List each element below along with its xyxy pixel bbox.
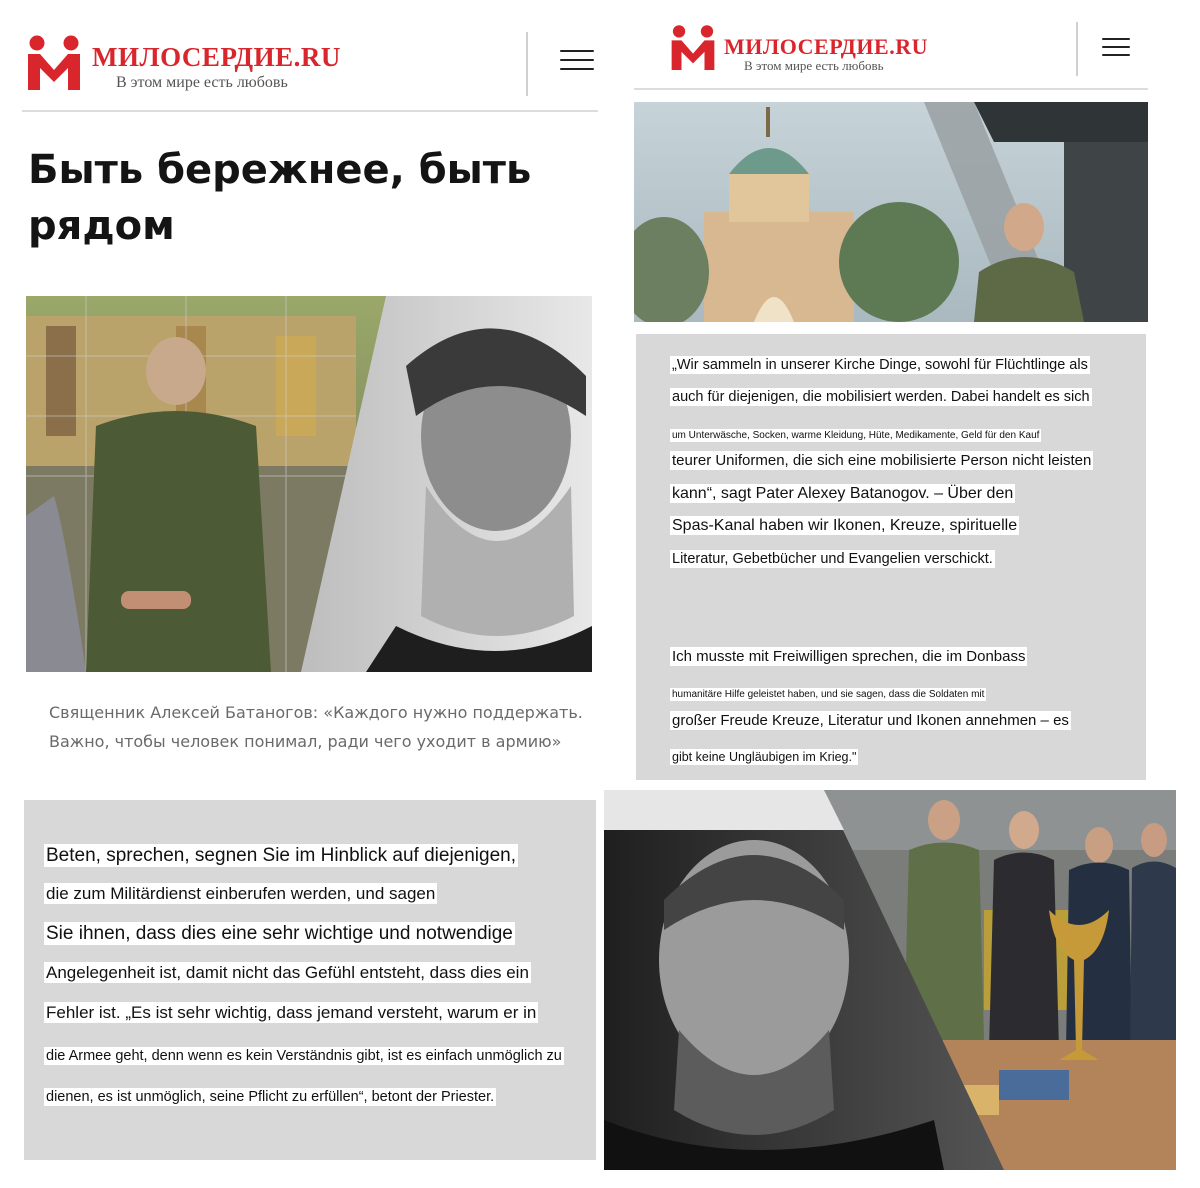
quote-right-line: Ich musste mit Freiwilligen sprechen, die im Donbass [672, 648, 1026, 665]
quote-right-line: großer Freude Kreuze, Literatur und Ikonen annehmen – es [672, 712, 1069, 729]
quote-right-line: kann“, sagt Pater Alexey Batanogov. – Über den [672, 485, 1014, 502]
article-photo-soldier-priest [26, 296, 592, 672]
hamburger-icon [560, 50, 594, 70]
header-underline-right [634, 88, 1148, 90]
quote-right-line: um Unterwäsche, Socken, warme Kleidung, Hüte, Medikamente, Geld für den Kauf [672, 430, 1040, 441]
site-name[interactable]: МИЛОСЕРДИЕ.RU [724, 34, 928, 59]
quote-left-line: Fehler ist. „Es ist sehr wichtig, dass jemand versteht, warum er in [46, 1003, 537, 1022]
header-underline-left [22, 110, 598, 112]
quote-right-line: auch für diejenigen, die mobilisiert werden. Dabei handelt es sich [672, 389, 1090, 405]
miloserdie-logo-mark[interactable] [670, 24, 716, 70]
header-divider [1076, 22, 1078, 76]
quote-left-line: Angelegenheit ist, damit nicht das Gefühl entsteht, dass dies ein [46, 963, 529, 982]
quote-right-line: Literatur, Gebetbücher und Evangelien verschickt. [672, 551, 993, 567]
menu-button[interactable] [560, 50, 594, 72]
site-tagline: В этом мире есть любовь [744, 58, 884, 73]
photo-caption-line-2: Важно, чтобы человек понимал, ради чего уходит в армию» [49, 732, 562, 751]
miloserdie-logo-mark[interactable] [26, 34, 82, 90]
quote-right-line: teurer Uniformen, die sich eine mobilisierte Person nicht leisten [672, 452, 1092, 469]
quote-left-line: dienen, es ist unmöglich, seine Pflicht zu erfüllen“, betont der Priester. [46, 1089, 495, 1105]
hamburger-icon [1102, 38, 1130, 56]
photo-caption-line-1: Священник Алексей Батаногов: «Каждого нужно поддержать. [49, 703, 583, 722]
quote-right-line: Spas-Kanal haben wir Ikonen, Kreuze, spirituelle [672, 517, 1018, 534]
quote-left-line: die Armee geht, denn wenn es kein Verständnis gibt, ist es einfach unmöglich zu [46, 1048, 562, 1064]
page-title-line-2: рядом [28, 203, 175, 249]
menu-button[interactable] [1102, 38, 1130, 56]
page-title-line-1: Быть бережнее, быть [28, 147, 532, 193]
header-divider [526, 32, 528, 96]
site-header-right [664, 20, 1148, 90]
quote-right-line: „Wir sammeln in unserer Kirche Dinge, sowohl für Flüchtlinge als [672, 357, 1088, 373]
site-name[interactable]: МИЛОСЕРДИЕ.RU [92, 42, 341, 72]
site-header-left [22, 28, 598, 112]
quote-right-line: humanitäre Hilfe geleistet haben, und sie sagen, dass die Soldaten mit [672, 689, 985, 700]
site-tagline: В этом мире есть любовь [116, 74, 288, 91]
quote-left-line: Beten, sprechen, segnen Sie im Hinblick auf diejenigen, [46, 845, 517, 866]
article-photo-church-soldier [634, 102, 1148, 322]
photo-caption [49, 698, 597, 756]
article-photo-priest-chalice [604, 790, 1176, 1170]
quote-right-line: gibt keine Ungläubigen im Krieg." [672, 750, 857, 764]
quote-left-line: die zum Militärdienst einberufen werden, und sagen [46, 884, 436, 903]
page-title [28, 142, 588, 254]
quote-left-line: Sie ihnen, dass dies eine sehr wichtige und notwendige [46, 923, 513, 944]
